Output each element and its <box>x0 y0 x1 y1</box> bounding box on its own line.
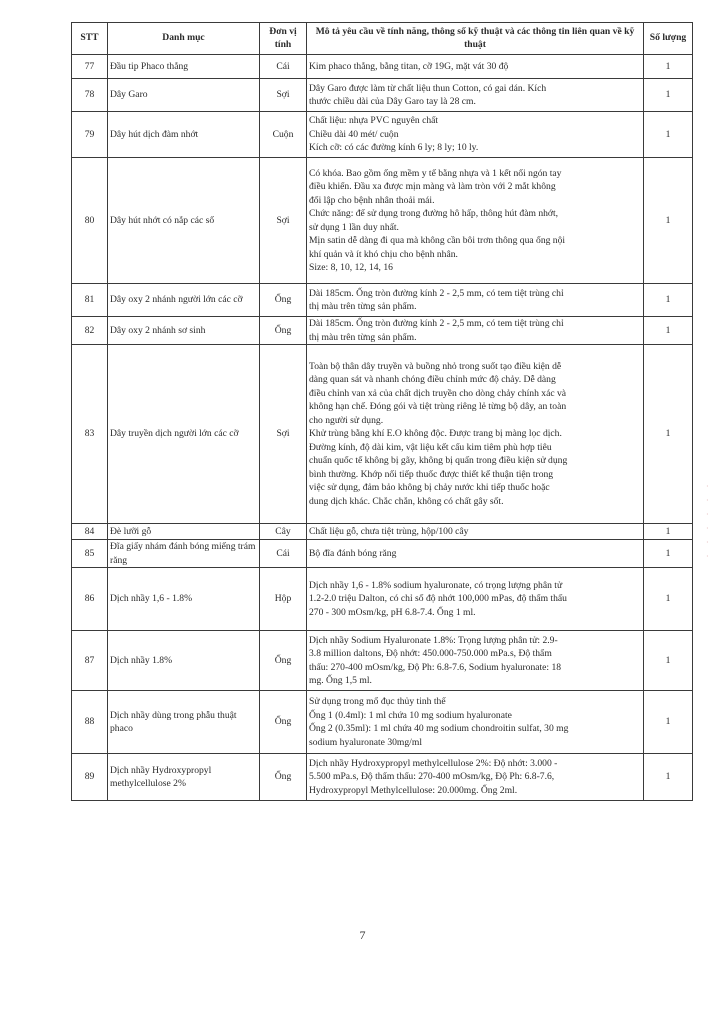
row-stt: 86 <box>72 568 108 631</box>
header-description: Mô tả yêu cầu về tính năng, thông số kỹ thuật và các thông tin liên quan về kỹ thuật <box>307 23 644 55</box>
description-line: Dây Garo được làm từ chất liệu thun Cotton, có gai dán. Kích <box>309 82 547 94</box>
row-unit: Sợi <box>260 345 307 524</box>
description-line: Dịch nhầy Hydroxypropyl methylcellulose 2%: Độ nhớt: 3.000 - <box>309 757 558 769</box>
description-line: Size: 8, 10, 12, 14, 16 <box>309 262 393 273</box>
description-line: Hydroxypropyl Methylcellulose: 20.000mg. Ống 2ml. <box>309 784 518 796</box>
row-name: Dịch nhầy 1,6 - 1.8% <box>108 568 260 631</box>
description-line: sodium hyaluronate 30mg/ml <box>309 736 422 748</box>
table-row <box>72 568 693 631</box>
description-line: Ống 1 (0.4ml): 1 ml chứa 10 mg sodium hyaluronate <box>309 709 512 721</box>
row-quantity: 1 <box>644 284 693 317</box>
row-stt: 83 <box>72 345 108 524</box>
description-line: dàng quan sát và nhanh chóng điều chỉnh mức độ chảy. Dễ dàng <box>309 374 556 386</box>
table-row <box>72 112 693 158</box>
description-line: không hạn chế. Đóng gói và tiệt trùng riêng lẻ từng bộ dây, an toàn <box>309 401 567 413</box>
description-line: việc sử dụng, đảm bảo không bị chảy nước khi tiếp thuốc hoặc <box>309 482 550 494</box>
description-line: Khử trùng bằng khí E.O không độc. Được trang bị màng lọc dịch. <box>309 428 562 440</box>
row-quantity: 1 <box>644 631 693 691</box>
row-description <box>307 284 644 317</box>
row-unit: Ống <box>260 754 307 801</box>
row-name: Dây hút nhớt có nắp các số <box>108 158 260 284</box>
row-description <box>307 345 644 524</box>
description-line: Chất liệu gỗ, chưa tiệt trùng, hộp/100 cây <box>309 525 469 537</box>
row-unit: Ống <box>260 631 307 691</box>
row-name: Dây oxy 2 nhánh sơ sinh <box>108 317 260 345</box>
description-line: Toàn bộ thân dây truyền và buồng nhỏ trong suốt tạo điều kiện dễ <box>309 360 562 372</box>
row-name: Dây hút dịch đàm nhớt <box>108 112 260 158</box>
description-line: Bộ đĩa đánh bóng răng <box>309 547 397 559</box>
description-line: Ống 2 (0.35ml): 1 ml chứa 40 mg sodium chondroitin sulfat, 30 mg <box>309 723 569 734</box>
row-stt: 88 <box>72 691 108 754</box>
row-name: Dây Garo <box>108 79 260 112</box>
row-name: Đĩa giấy nhám đánh bóng miếng trám răng <box>108 540 260 568</box>
row-description <box>307 691 644 754</box>
row-description <box>307 524 644 540</box>
row-description <box>307 631 644 691</box>
description-line: Chức năng: để sử dụng trong đường hô hấp, thông hút đàm nhớt, <box>309 208 559 219</box>
row-quantity: 1 <box>644 568 693 631</box>
table-row <box>72 345 693 524</box>
row-unit: Ống <box>260 317 307 345</box>
row-unit: Cây <box>260 524 307 540</box>
description-line: cho người sử dụng. <box>309 414 384 426</box>
row-quantity: 1 <box>644 540 693 568</box>
row-name: Dịch nhầy 1.8% <box>108 631 260 691</box>
row-quantity: 1 <box>644 79 693 112</box>
row-quantity: 1 <box>644 345 693 524</box>
row-stt: 81 <box>72 284 108 317</box>
description-line: 3.8 million daltons, Độ nhớt: 450.000-750.000 mPa.s, Độ thẩm <box>309 648 552 659</box>
row-description <box>307 158 644 284</box>
table-row <box>72 55 693 79</box>
description-line: thị màu trên từng sản phẩm. <box>309 331 417 343</box>
description-line: mg. Ống 1,5 ml. <box>309 675 372 686</box>
row-stt: 85 <box>72 540 108 568</box>
description-line: Dài 185cm. Ống tròn đường kính 2 - 2,5 mm, có tem tiệt trùng chỉ <box>309 287 564 299</box>
row-name: Đè lưỡi gỗ <box>108 524 260 540</box>
row-unit: Cái <box>260 55 307 79</box>
row-stt: 82 <box>72 317 108 345</box>
header-unit: Đơn vị tính <box>260 23 307 55</box>
description-line: thị màu trên từng sản phẩm. <box>309 301 417 312</box>
row-quantity: 1 <box>644 691 693 754</box>
row-description <box>307 317 644 345</box>
page-number: 7 <box>359 928 366 942</box>
margin-stamp-mark: · · · · · · <box>706 482 709 561</box>
header-stt: STT <box>72 23 108 55</box>
description-line: Mịn satin dễ dàng đi qua mà không cần bôi trơn thông qua ống nội <box>309 235 566 246</box>
row-unit: Cái <box>260 540 307 568</box>
header-quantity: Số lượng <box>644 23 693 55</box>
row-name: Đầu tip Phaco thẳng <box>108 55 260 79</box>
row-quantity: 1 <box>644 524 693 540</box>
row-name: Dây oxy 2 nhánh người lớn các cỡ <box>108 284 260 317</box>
row-unit: Ống <box>260 284 307 317</box>
table-header-row <box>72 23 693 55</box>
row-unit: Hộp <box>260 568 307 631</box>
description-line: Chất liệu: nhựa PVC nguyên chất <box>309 115 439 127</box>
description-line: Kim phaco thẳng, bằng titan, cỡ 19G, mặt vát 30 độ <box>309 60 509 72</box>
row-description <box>307 540 644 568</box>
description-line: Kích cỡ: có các đường kính 6 ly; 8 ly; 10 ly. <box>309 142 479 154</box>
row-description <box>307 79 644 112</box>
description-line: chuẩn quốc tế không bị gãy, không bị quấn trong điều kiện sử dụng <box>309 455 568 467</box>
table-row <box>72 691 693 754</box>
description-line: Dịch nhầy Sodium Hyaluronate 1.8%: Trọng lượng phân tử: 2.9- <box>309 634 558 646</box>
row-stt: 84 <box>72 524 108 540</box>
row-stt: 78 <box>72 79 108 112</box>
row-stt: 77 <box>72 55 108 79</box>
table-row <box>72 317 693 345</box>
description-line: thấu: 270-400 mOsm/kg, Độ Ph: 6.8-7.6, Sodium hyaluronate: 18 <box>309 661 562 673</box>
row-unit: Ống <box>260 691 307 754</box>
row-unit: Sợi <box>260 158 307 284</box>
row-quantity: 1 <box>644 55 693 79</box>
description-line: 5.500 mPa.s, Độ thẩm thấu: 270-400 mOsm/kg, Độ Ph: 6.8-7.6, <box>309 771 555 783</box>
table-row <box>72 524 693 540</box>
row-description <box>307 754 644 801</box>
specification-table <box>71 22 693 801</box>
header-name: Danh mục <box>108 23 260 55</box>
table-row <box>72 540 693 568</box>
table-row <box>72 284 693 317</box>
row-quantity: 1 <box>644 112 693 158</box>
row-stt: 79 <box>72 112 108 158</box>
row-unit: Sợi <box>260 79 307 112</box>
description-line: Có khóa. Bao gồm ống mềm y tế bằng nhựa và 1 kết nối ngón tay <box>309 167 562 179</box>
table-row <box>72 158 693 284</box>
description-line: khí quản và ít khó chịu cho bệnh nhân. <box>309 248 458 260</box>
row-stt: 87 <box>72 631 108 691</box>
description-line: Dịch nhầy 1,6 - 1.8% sodium hyaluronate, có trọng lượng phân tử <box>309 579 563 591</box>
description-line: điều khiển. Đầu xa được mịn màng và làm tròn với 2 mắt không <box>309 181 556 192</box>
description-line: 1.2-2.0 triệu Dalton, có chỉ số độ nhớt 100,000 mPas, độ thẩm thấu <box>309 593 567 605</box>
row-stt: 89 <box>72 754 108 801</box>
description-line: Sử dụng trong mổ đục thủy tinh thể <box>309 696 446 707</box>
row-stt: 80 <box>72 158 108 284</box>
table-row <box>72 79 693 112</box>
description-line: Chiều dài 40 mét/ cuộn <box>309 128 399 140</box>
row-name: Dây truyền dịch người lớn các cỡ <box>108 345 260 524</box>
row-name: Dịch nhầy Hydroxypropyl methylcellulose 2% <box>108 754 260 801</box>
description-line: bình thường. Khớp nối tiếp thuốc được thiết kế thuận tiện trong <box>309 468 554 480</box>
row-description <box>307 112 644 158</box>
description-line: dung dịch khác. Chắc chắn, không có chất gây sốt. <box>309 495 504 507</box>
description-line: Đường kính, độ dài kim, vật liệu kết cấu kim tiêm phù hợp tiêu <box>309 441 552 453</box>
table-row <box>72 631 693 691</box>
row-name: Dịch nhầy dùng trong phẫu thuật phaco <box>108 691 260 754</box>
description-line: đối lập cho bệnh nhân thoải mái. <box>309 194 435 206</box>
row-description <box>307 568 644 631</box>
description-line: 270 - 300 mOsm/kg, pH 6.8-7.4. Ống 1 ml. <box>309 606 476 618</box>
row-description <box>307 55 644 79</box>
table-body <box>72 55 693 801</box>
description-line: thước chiều dài của Dây Garo tay là 28 cm. <box>309 96 476 107</box>
row-quantity: 1 <box>644 317 693 345</box>
row-unit: Cuộn <box>260 112 307 158</box>
table-row <box>72 754 693 801</box>
description-line: Dài 185cm. Ống tròn đường kính 2 - 2,5 mm, có tem tiệt trùng chỉ <box>309 318 564 329</box>
row-quantity: 1 <box>644 158 693 284</box>
row-quantity: 1 <box>644 754 693 801</box>
description-line: điều chỉnh van xả của chất dịch truyền cho dòng chảy chính xác và <box>309 387 567 399</box>
description-line: sử dụng 1 lần duy nhất. <box>309 221 399 233</box>
